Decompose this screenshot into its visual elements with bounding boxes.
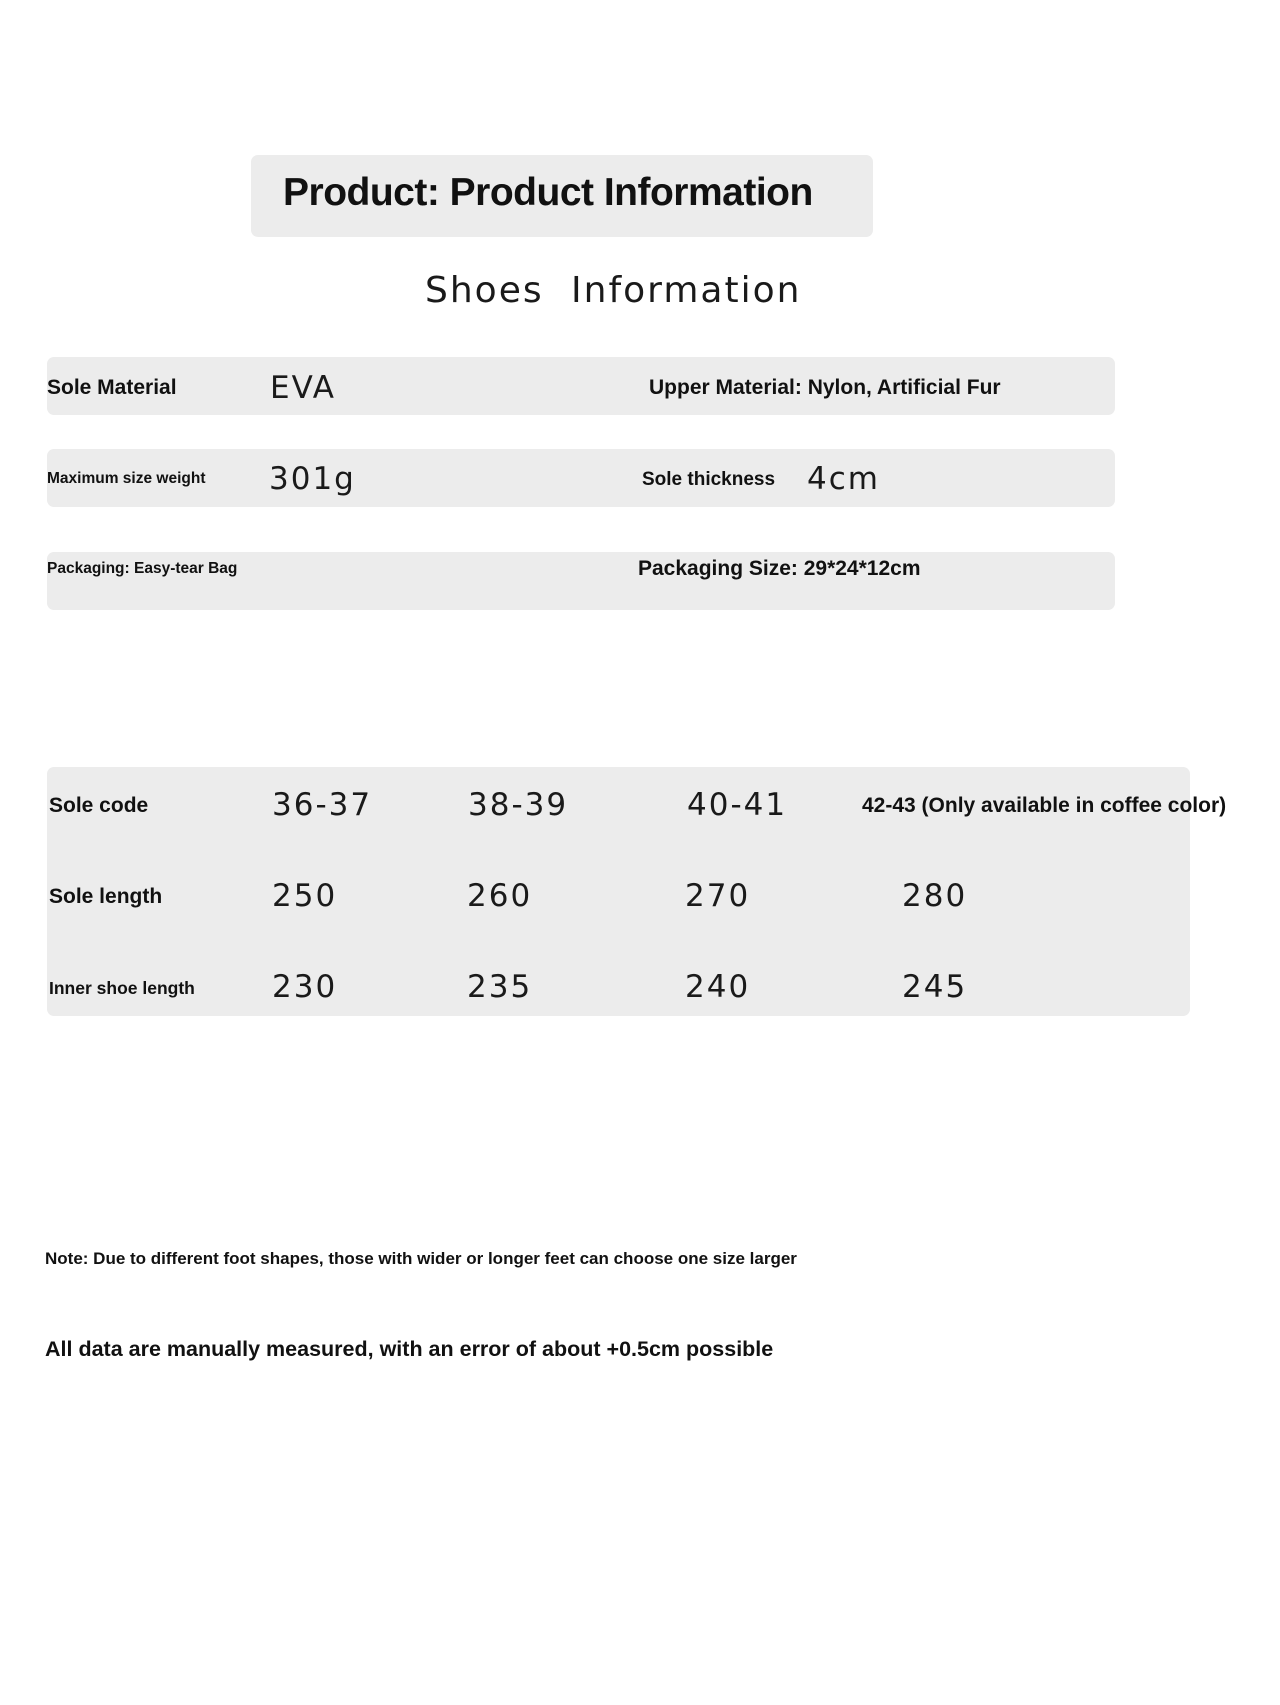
sole-material-value: EVA	[270, 370, 337, 406]
max-weight-label: Maximum size weight	[47, 470, 206, 487]
section-subtitle: Shoes Information	[425, 270, 802, 311]
sole-thickness-value: 4cm	[807, 461, 880, 497]
size-cell: 36-37	[272, 787, 373, 823]
size-row-label: Sole code	[49, 794, 149, 817]
size-cell: 42-43 (Only available in coffee color)	[862, 794, 1227, 817]
size-cell: 235	[467, 969, 533, 1005]
size-cell: 280	[902, 878, 968, 914]
packaging-size-text: Packaging Size: 29*24*12cm	[638, 557, 921, 580]
size-cell: 40-41	[687, 787, 788, 823]
size-cell: 38-39	[468, 787, 569, 823]
size-cell: 260	[467, 878, 533, 914]
size-note: Note: Due to different foot shapes, those with wider or longer feet can choose one size larger	[45, 1249, 797, 1268]
info-row-weight	[47, 449, 1115, 507]
max-weight-value: 301g	[269, 461, 356, 497]
page-title: Product: Product Information	[283, 171, 813, 214]
sole-thickness-label: Sole thickness	[642, 469, 776, 490]
size-row-label: Sole length	[49, 885, 163, 908]
size-cell: 250	[272, 878, 338, 914]
size-cell: 270	[685, 878, 751, 914]
measurement-disclaimer: All data are manually measured, with an error of about +0.5cm possible	[45, 1337, 774, 1361]
size-row-label: Inner shoe length	[49, 978, 195, 998]
size-cell: 230	[272, 969, 338, 1005]
size-cell: 245	[902, 969, 968, 1005]
sole-material-label: Sole Material	[47, 376, 177, 399]
packaging-text: Packaging: Easy-tear Bag	[47, 560, 238, 577]
size-cell: 240	[685, 969, 751, 1005]
upper-material-text: Upper Material: Nylon, Artificial Fur	[649, 376, 1001, 399]
